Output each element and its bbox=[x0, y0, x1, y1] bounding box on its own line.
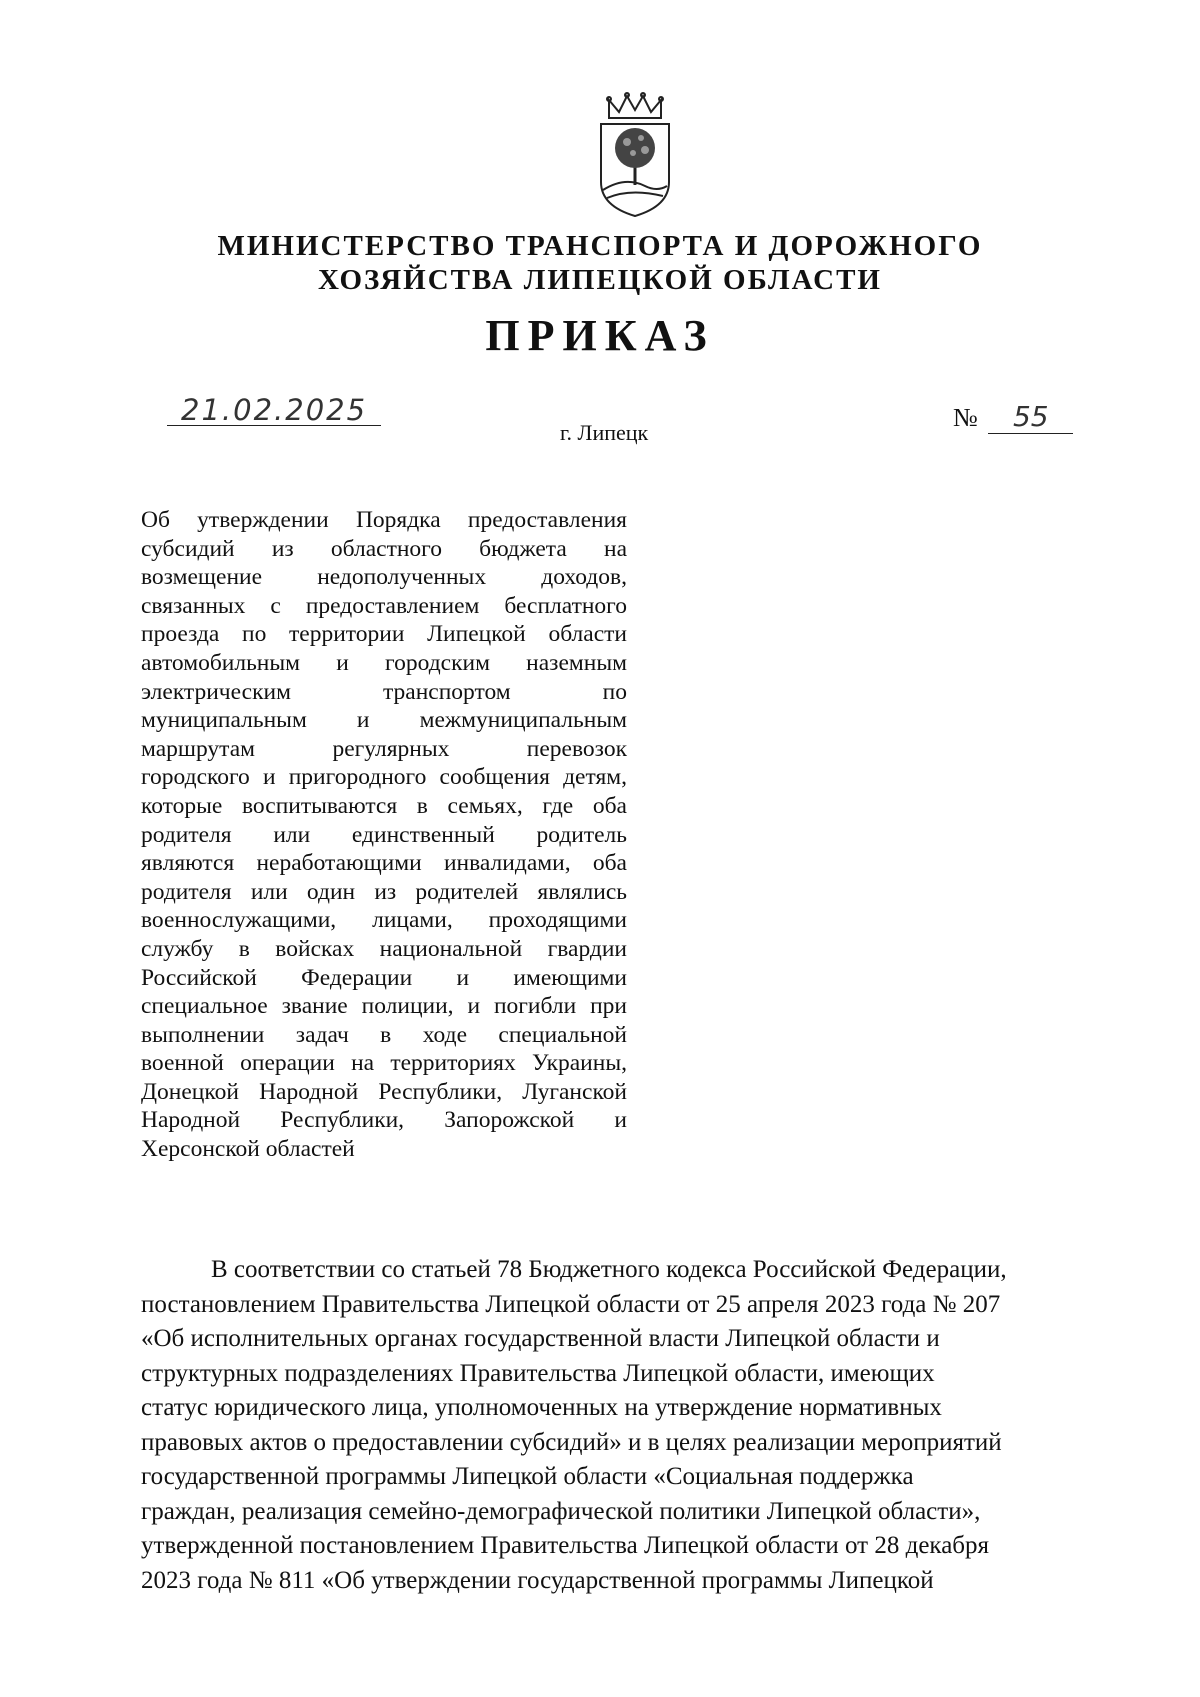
body-line: утвержденной постановлением Правительства Липецкой области от 28 декабря bbox=[141, 1532, 990, 1559]
subject-line: военной операции на территориях Украины, bbox=[141, 1050, 627, 1077]
subject-line: Об утверждении Порядка предоставления bbox=[141, 507, 627, 533]
subject-line: муниципальным и межмуниципальным bbox=[141, 707, 627, 734]
subject-line: Херсонской областей bbox=[141, 1136, 355, 1163]
city-name: г. Липецк bbox=[560, 420, 649, 445]
body-line: граждан, реализация семейно-демографической политики Липецкой области», bbox=[141, 1497, 981, 1525]
subject-line: родителя или один из родителей являлись bbox=[141, 878, 627, 905]
subject-line: возмещение недополученных доходов, bbox=[141, 564, 627, 591]
body-line: 2023 года № 811 «Об утверждении государственной программы Липецкой bbox=[141, 1566, 934, 1594]
subject-line: выполнении задач в ходе специальной bbox=[141, 1021, 627, 1048]
ministry-name-line-2: ХОЗЯЙСТВА ЛИПЕЦКОЙ ОБЛАСТИ bbox=[318, 264, 882, 296]
body-line: правовых актов о предоставлении субсидий» и в целях реализации мероприятий bbox=[141, 1428, 1002, 1456]
subject-line: Российской Федерации и имеющими bbox=[141, 964, 627, 991]
subject-line: электрическим транспортом по bbox=[141, 678, 627, 705]
subject-line: службу в войсках национальной гвардии bbox=[141, 935, 627, 962]
subject-line: автомобильным и городским наземным bbox=[141, 649, 627, 676]
order-subject bbox=[141, 506, 627, 1164]
body-line: статус юридического лица, уполномоченных на утверждение нормативных bbox=[141, 1394, 942, 1421]
body-line: В соответствии со статьей 78 Бюджетного кодекса Российской Федерации, bbox=[211, 1256, 1007, 1283]
subject-line: Народной Республики, Запорожской и bbox=[141, 1107, 627, 1134]
subject-line: проезда по территории Липецкой области bbox=[141, 621, 627, 648]
order-number: 55 bbox=[988, 400, 1073, 434]
body-line: постановлением Правительства Липецкой области от 25 апреля 2023 года № 207 bbox=[141, 1290, 1001, 1318]
subject-line: родителя или единственный родитель bbox=[141, 821, 627, 848]
subject-line: субсидий из областного бюджета на bbox=[141, 535, 627, 562]
subject-line: являются неработающими инвалидами, оба bbox=[141, 850, 627, 877]
subject-line: Донецкой Народной Республики, Луганской bbox=[141, 1078, 627, 1105]
subject-line: которые воспитываются в семьях, где оба bbox=[141, 792, 627, 819]
order-preamble bbox=[141, 1253, 1111, 1598]
document-title: ПРИКАЗ bbox=[485, 311, 715, 360]
subject-line: военнослужащими, лицами, проходящими bbox=[141, 907, 627, 934]
body-line: государственной программы Липецкой области «Социальная поддержка bbox=[141, 1463, 914, 1490]
number-label: № bbox=[953, 403, 978, 432]
body-line: структурных подразделениях Правительства Липецкой области, имеющих bbox=[141, 1359, 935, 1387]
coat-of-arms-emblem bbox=[585, 90, 685, 220]
subject-line: городского и пригородного сообщения детям, bbox=[141, 764, 627, 791]
subject-line: связанных с предоставлением бесплатного bbox=[141, 592, 627, 619]
order-date: 21.02.2025 bbox=[167, 395, 381, 426]
order-number-block bbox=[953, 400, 1073, 434]
subject-line: специальное звание полиции, и погибли при bbox=[141, 993, 627, 1020]
ministry-name-line-1: МИНИСТЕРСТВО ТРАНСПОРТА И ДОРОЖНОГО bbox=[217, 230, 983, 262]
body-line: «Об исполнительных органах государственной власти Липецкой области и bbox=[141, 1325, 940, 1352]
subject-line: маршрутам регулярных перевозок bbox=[141, 735, 627, 762]
